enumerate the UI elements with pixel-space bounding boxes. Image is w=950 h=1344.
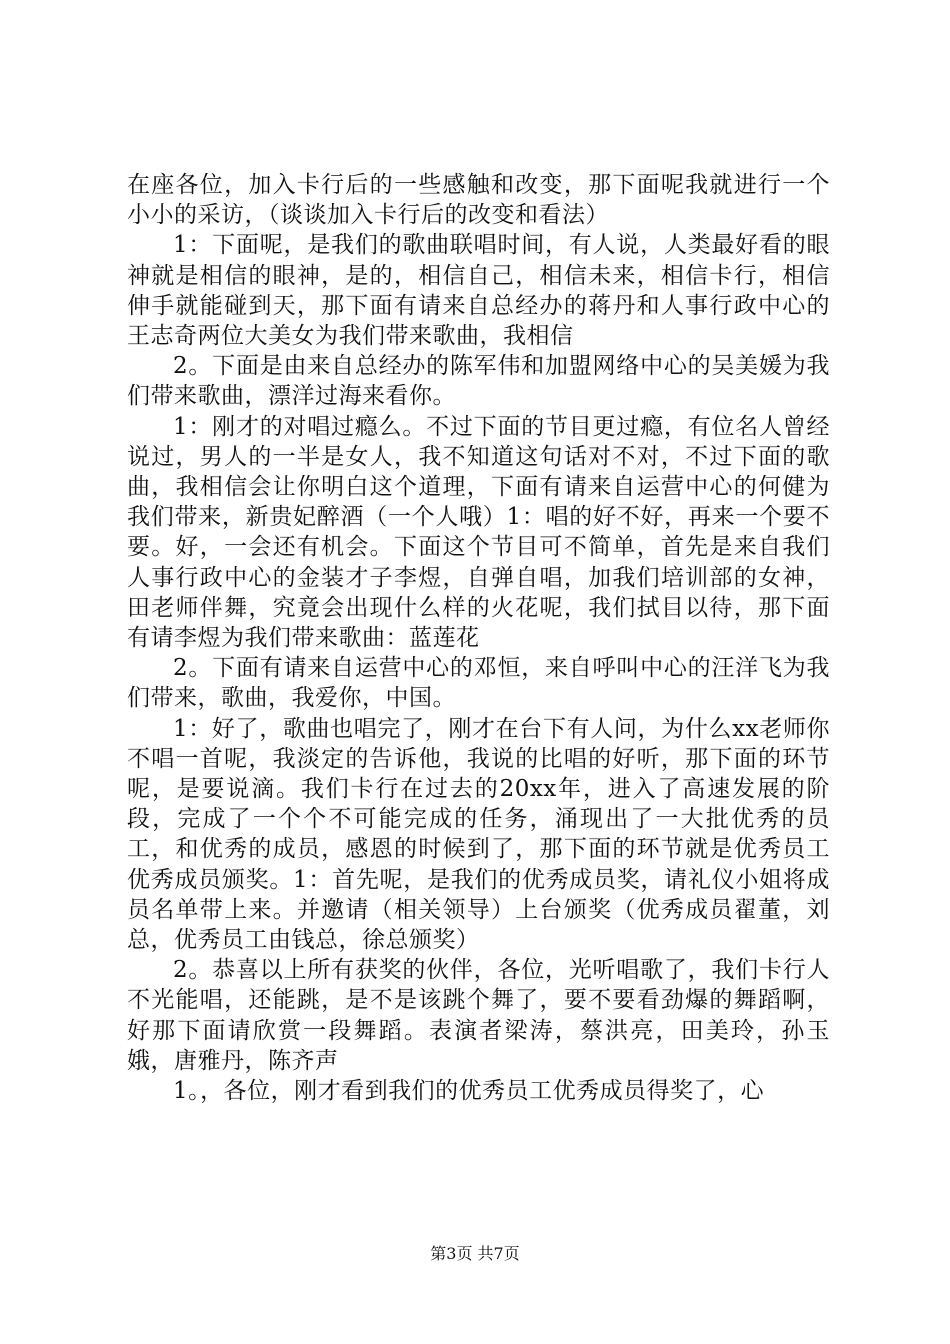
paragraph: 2。恭喜以上所有获奖的伙伴，各位，光听唱歌了，我们卡行人不光能唱，还能跳，是不是该跳个舞了，要不要看劲爆的舞蹈啊，好那下面请欣赏一段舞蹈。表演者梁涛，蔡洪亮，田美玲，孙玉娥，唐雅丹，陈齐声 — [127, 957, 830, 1074]
paragraph: 1：下面呢，是我们的歌曲联唱时间，有人说，人类最好看的眼神就是相信的眼神，是的，相信自己，相信未来，相信卡行，相信伸手就能碰到天，那下面有请来自总经办的蒋丹和人事行政中心的王志奇两位大美女为我们带来歌曲，我相信 — [127, 232, 830, 350]
page-footer: 第3页 共7页 — [430, 1244, 520, 1263]
paragraph: 1：好了，歌曲也唱完了，刚才在台下有人问，为什么xx老师你不唱一首呢，我淡定的告诉他，我说的比唱的好听，那下面的环节呢，是要说滴。我们卡行在过去的20xx年，进入了高速发展的阶段，完成了一个个不可能完成的任务，涌现出了一大批优秀的员工，和优秀的成员，感恩的时候到了，那下面的环节就是优秀员工优秀成员颁奖。1：首先呢，是我们的优秀成员奖，请礼仪小姐将成员名单带上来。并邀请（相关领导）上台颁奖（优秀成员翟董，刘总，优秀员工由钱总，徐总颁奖） — [127, 715, 830, 954]
paragraph: 在座各位，加入卡行后的一些感触和改变，那下面呢我就进行一个小小的采访，（谈谈加入卡行后的改变和看法） — [127, 172, 830, 229]
paragraph: 2。下面是由来自总经办的陈军伟和加盟网络中心的吴美媛为我们带来歌曲，漂洋过海来看你。 — [127, 353, 830, 410]
paragraph: 1：刚才的对唱过瘾么。不过下面的节目更过瘾，有位名人曾经说过，男人的一半是女人，我不知道这句话对不对，不过下面的歌曲，我相信会让你明白这个道理，下面有请来自运营中心的何健为我们带来，新贵妃醉酒（一个人哦）1：唱的好不好，再来一个要不要。好，一会还有机会。下面这个节目可不简单，首先是来自我们人事行政中心的金装才子李煜，自弹自唱，加我们培训部的女神，田老师伴舞，究竟会出现什么样的火花呢，我们拭目以待，那下面有请李煜为我们带来歌曲：蓝莲花 — [127, 413, 830, 652]
paragraph: 2。下面有请来自运营中心的邓恒，来自呼叫中心的汪洋飞为我们带来，歌曲，我爱你，中国。 — [127, 655, 830, 712]
paragraph: 1。，各位，刚才看到我们的优秀员工优秀成员得奖了，心 — [173, 1078, 765, 1105]
document-body — [127, 170, 830, 1106]
